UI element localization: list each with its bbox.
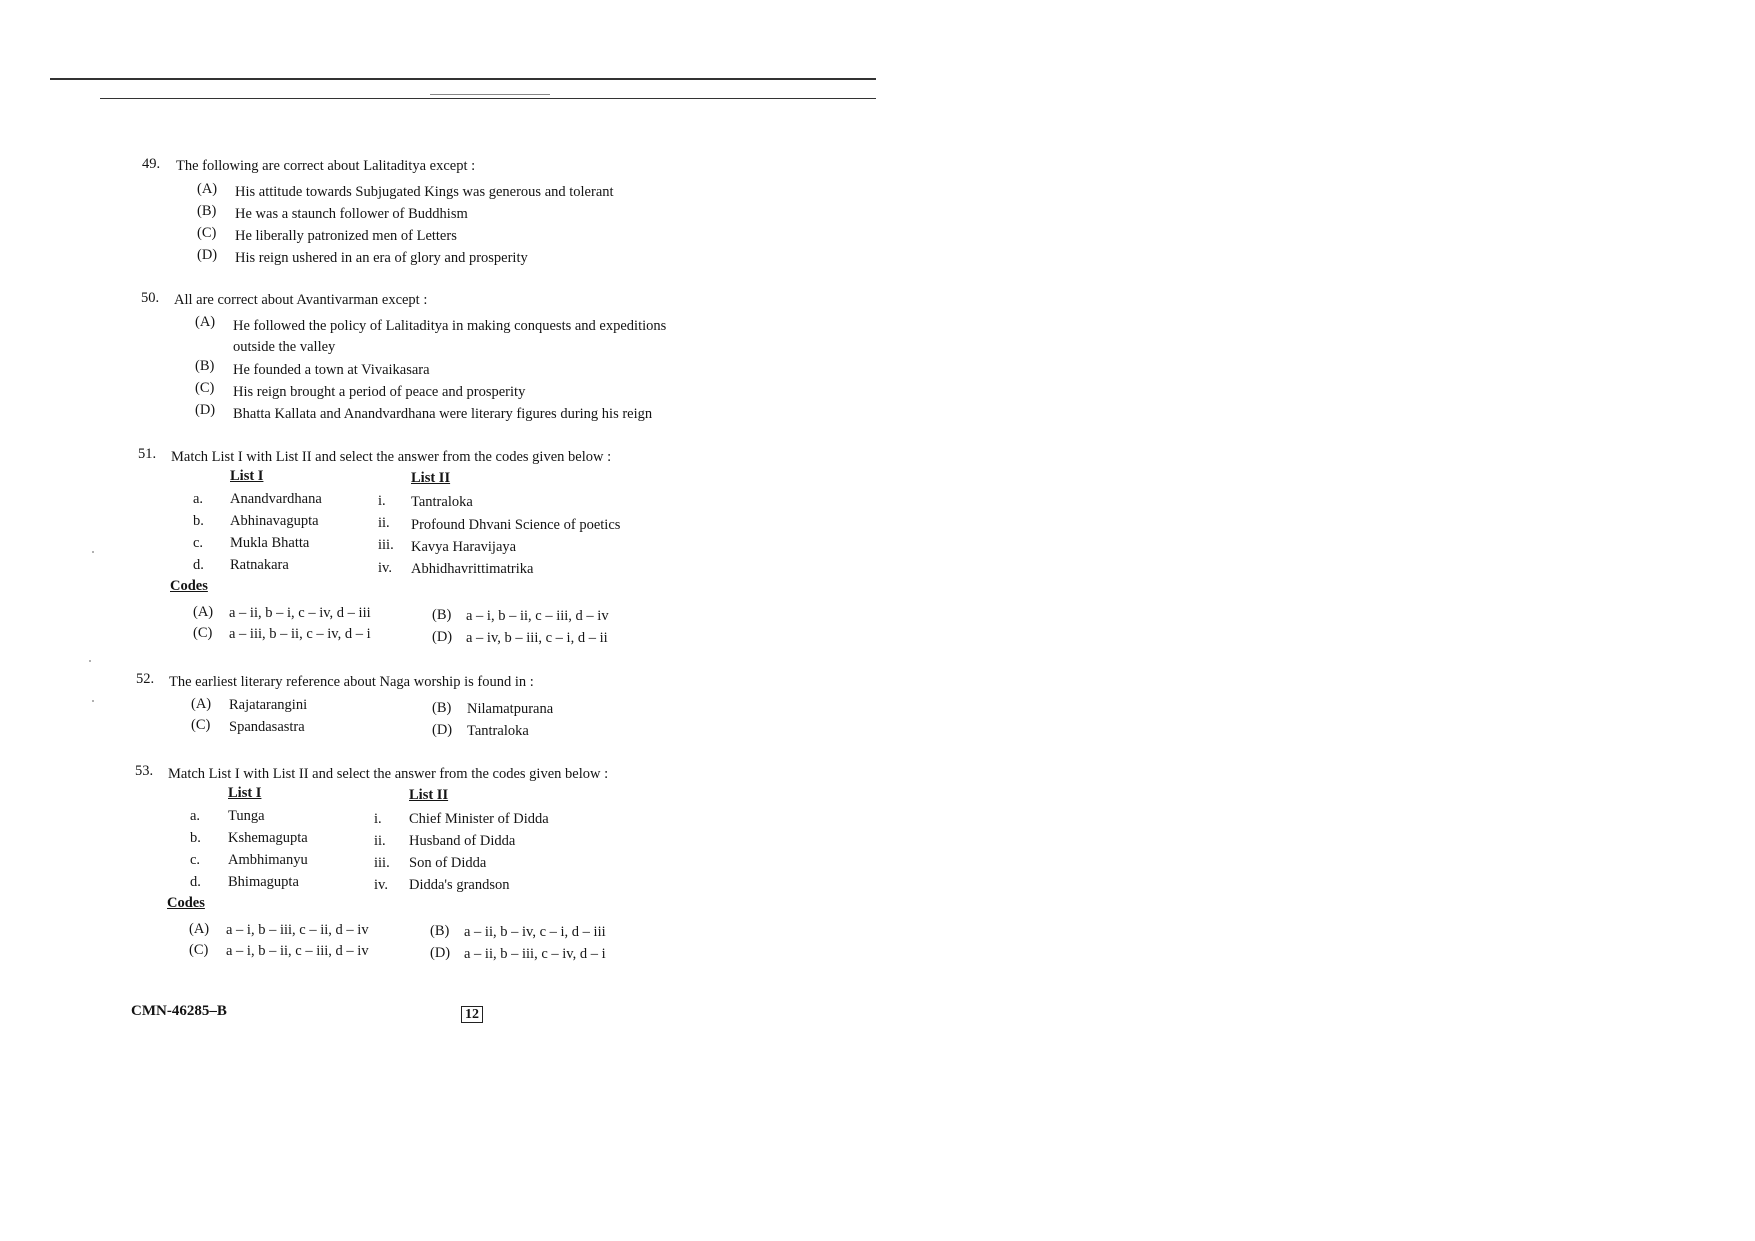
list-2-label: iv. bbox=[378, 560, 392, 576]
question-stem: Match List I with List II and select the answer from the codes given below : bbox=[168, 766, 609, 782]
question-stem: All are correct about Avantivarman except : bbox=[174, 292, 428, 308]
option-label: (B) bbox=[197, 203, 217, 219]
list-1-item: Abhinavagupta bbox=[230, 513, 319, 529]
option-label: (C) bbox=[191, 717, 211, 733]
code-label: (A) bbox=[193, 604, 214, 620]
code-label: (D) bbox=[432, 629, 453, 645]
scan-speck bbox=[92, 700, 94, 702]
codes-header: Codes bbox=[167, 895, 205, 911]
list-2-item: Husband of Didda bbox=[409, 833, 516, 849]
code-label: (D) bbox=[430, 945, 451, 961]
scan-speck bbox=[89, 660, 91, 662]
code-text: a – ii, b – i, c – iv, d – iii bbox=[229, 605, 371, 621]
list-2-item: Tantraloka bbox=[411, 494, 473, 510]
list-2-label: iii. bbox=[378, 537, 394, 553]
option-label: (A) bbox=[191, 696, 212, 712]
option-text: Bhatta Kallata and Anandvardhana were literary figures during his reign bbox=[233, 406, 653, 422]
list-1-label: b. bbox=[190, 830, 201, 846]
code-label: (B) bbox=[432, 607, 452, 623]
option-text: Tantraloka bbox=[467, 723, 529, 739]
code-text: a – i, b – ii, c – iii, d – iv bbox=[466, 608, 609, 624]
option-text: Spandasastra bbox=[229, 719, 305, 735]
option-label: (A) bbox=[195, 314, 216, 330]
question-number: 53. bbox=[135, 763, 154, 779]
option-label: (D) bbox=[197, 247, 218, 263]
list-2-item: Kavya Haravijaya bbox=[411, 539, 517, 555]
code-label: (B) bbox=[430, 923, 450, 939]
code-text: a – ii, b – iv, c – i, d – iii bbox=[464, 924, 606, 940]
codes-header: Codes bbox=[170, 578, 208, 594]
list-1-item: Mukla Bhatta bbox=[230, 535, 310, 551]
option-text: He followed the policy of Lalitaditya in making conquests and expeditions bbox=[233, 318, 667, 334]
list-1-item: Kshemagupta bbox=[228, 830, 308, 846]
question-number: 52. bbox=[136, 671, 155, 687]
option-text: Rajatarangini bbox=[229, 697, 308, 713]
list-1-item: Ambhimanyu bbox=[228, 852, 308, 868]
list-1-label: d. bbox=[193, 557, 204, 573]
option-text: He founded a town at Vivaikasara bbox=[233, 362, 430, 378]
question-number: 51. bbox=[138, 446, 157, 462]
option-text: He was a staunch follower of Buddhism bbox=[235, 206, 468, 222]
code-text: a – ii, b – iii, c – iv, d – i bbox=[464, 946, 606, 962]
option-text: His reign ushered in an era of glory and prosperity bbox=[235, 250, 528, 266]
list-1-label: a. bbox=[190, 808, 201, 824]
list-2-label: ii. bbox=[378, 515, 390, 531]
list-1-item: Tunga bbox=[228, 808, 265, 824]
list-1-header: List I bbox=[230, 468, 264, 484]
list-1-label: b. bbox=[193, 513, 204, 529]
list-1-label: c. bbox=[193, 535, 204, 551]
option-text: Nilamatpurana bbox=[467, 701, 554, 717]
option-label: (C) bbox=[197, 225, 217, 241]
option-label: (C) bbox=[195, 380, 215, 396]
option-label: (D) bbox=[432, 722, 453, 738]
code-label: (C) bbox=[193, 625, 213, 641]
header-rule-fragment bbox=[430, 94, 550, 95]
list-2-item: Profound Dhvani Science of poetics bbox=[411, 517, 621, 533]
option-label: (D) bbox=[195, 402, 216, 418]
list-2-label: ii. bbox=[374, 833, 386, 849]
list-2-item: Abhidhavrittimatrika bbox=[411, 561, 534, 577]
header-rule-top bbox=[50, 78, 876, 80]
option-label: (B) bbox=[432, 700, 452, 716]
list-2-item: Chief Minister of Didda bbox=[409, 811, 549, 827]
code-label: (C) bbox=[189, 942, 209, 958]
option-label: (A) bbox=[197, 181, 218, 197]
list-2-label: i. bbox=[378, 493, 386, 509]
question-number: 49. bbox=[142, 156, 161, 172]
option-text: His attitude towards Subjugated Kings was generous and tolerant bbox=[235, 184, 614, 200]
list-2-item: Son of Didda bbox=[409, 855, 487, 871]
code-text: a – iv, b – iii, c – i, d – ii bbox=[466, 630, 608, 646]
list-1-label: c. bbox=[190, 852, 201, 868]
header-rule-bottom bbox=[100, 98, 876, 99]
option-text: His reign brought a period of peace and prosperity bbox=[233, 384, 526, 400]
list-2-label: iii. bbox=[374, 855, 390, 871]
list-2-header: List II bbox=[409, 787, 449, 803]
list-2-label: i. bbox=[374, 811, 382, 827]
list-1-label: a. bbox=[193, 491, 204, 507]
list-2-item: Didda's grandson bbox=[409, 877, 510, 893]
question-stem: The following are correct about Lalitaditya except : bbox=[176, 158, 476, 174]
list-1-item: Bhimagupta bbox=[228, 874, 299, 890]
list-1-label: d. bbox=[190, 874, 201, 890]
code-text: a – i, b – ii, c – iii, d – iv bbox=[226, 943, 369, 959]
page-number: 12 bbox=[461, 1006, 483, 1023]
question-number: 50. bbox=[141, 290, 160, 306]
option-label: (B) bbox=[195, 358, 215, 374]
question-stem: The earliest literary reference about Naga worship is found in : bbox=[169, 674, 534, 690]
list-1-item: Anandvardhana bbox=[230, 491, 322, 507]
option-text: He liberally patronized men of Letters bbox=[235, 228, 457, 244]
code-label: (A) bbox=[189, 921, 210, 937]
list-1-item: Ratnakara bbox=[230, 557, 289, 573]
booklet-code: CMN-46285–B bbox=[131, 1003, 227, 1019]
code-text: a – iii, b – ii, c – iv, d – i bbox=[229, 626, 371, 642]
code-text: a – i, b – iii, c – ii, d – iv bbox=[226, 922, 369, 938]
list-1-header: List I bbox=[228, 785, 262, 801]
list-2-header: List II bbox=[411, 470, 451, 486]
scan-speck bbox=[92, 551, 94, 553]
option-text-continued: outside the valley bbox=[233, 339, 336, 355]
list-2-label: iv. bbox=[374, 877, 388, 893]
question-stem: Match List I with List II and select the answer from the codes given below : bbox=[171, 449, 612, 465]
